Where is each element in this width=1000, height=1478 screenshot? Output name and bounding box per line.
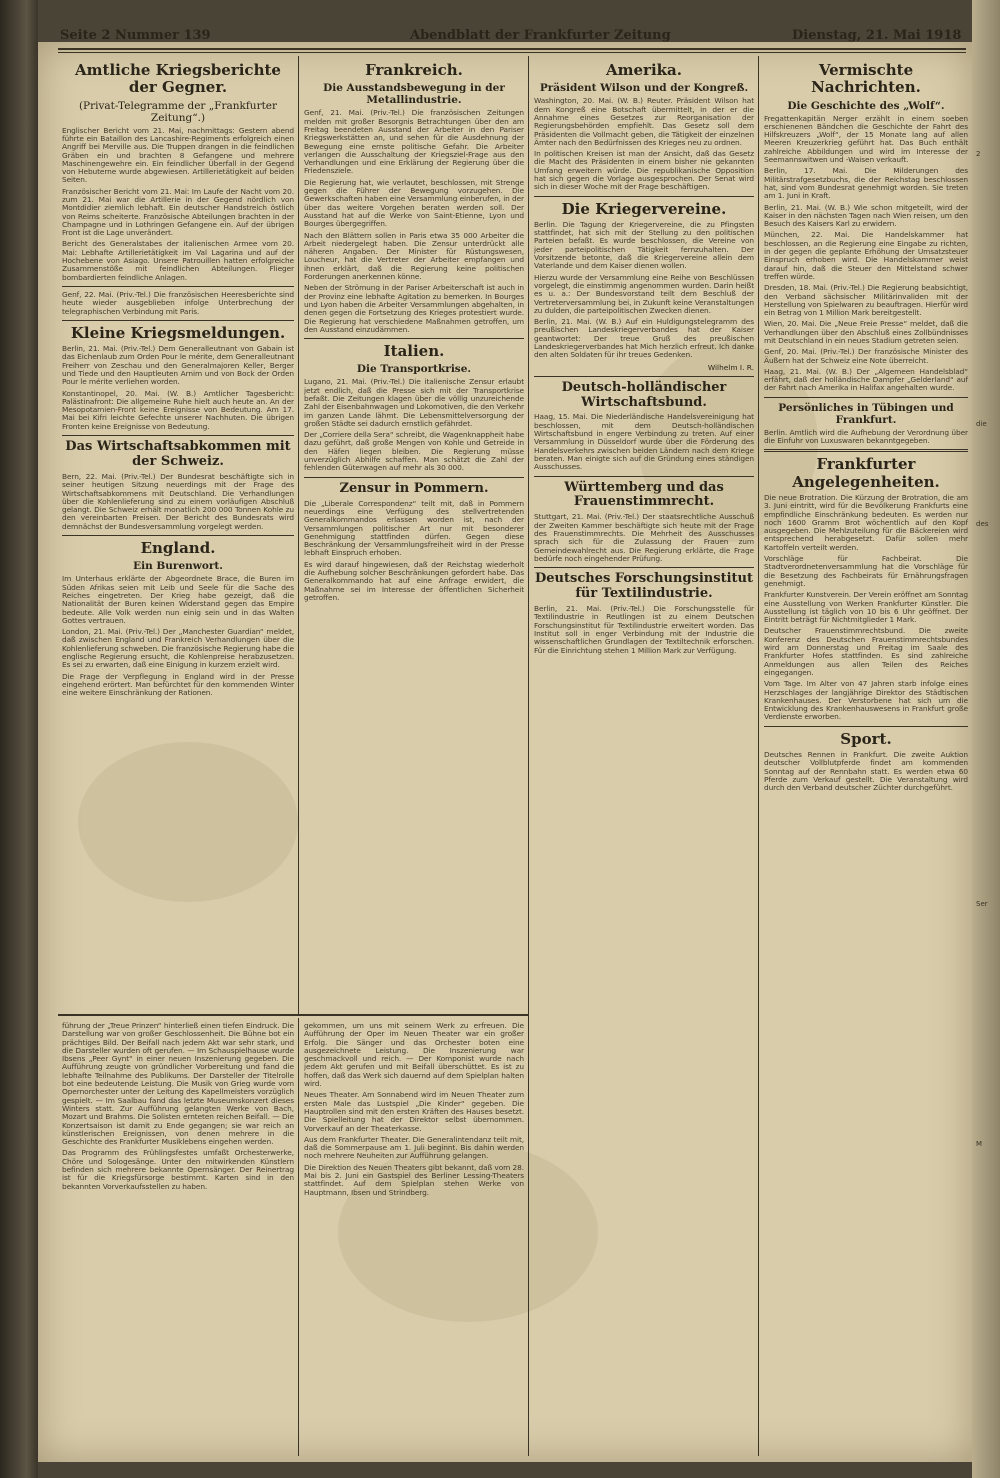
article-paragraph: Stuttgart, 21. Mai. (Priv.-Tel.) Der staatsrechtliche Ausschuß der Zweiten Kammer beschäftigte sich heute mit der Frage des Frauenstimmrechts. Die Mehrheit des Ausschusses sprach sich für die Zulassung der Frauen zum Gemeindewahlrecht aus. Die Regierung erklärte, die Frage bedürfe noch eingehender Prüfung. — [534, 512, 754, 563]
masthead-rule — [58, 52, 966, 53]
column-divider — [758, 56, 759, 1456]
column-4 — [764, 60, 968, 1450]
section-heading: Deutsches Forschungsinstitut für Textilindustrie. — [535, 571, 753, 602]
section-heading: Italien. — [383, 342, 445, 361]
feuilleton-paragraph: führung der „Treue Prinzen“ hinterließ einen tiefen Eindruck. Die Darstellung war von großer Geschlossenheit. Die Bühne bot ein prächtiges Bild. Der Beifall nach jedem Akt war sehr stark, und die Darsteller wurden oft gerufen. — Im Schauspielhause wurde Ibsens „Peer Gynt“ in einer neuen Inszenierung gegeben. Die Aufführung zeugte von gründlicher Vorbereitung und fand die lebhafte Teilnahme des Publikums. Der Darsteller der Titelrolle bot eine bedeutende Leistung. Die Musik von Grieg wurde vom Opernorchester unter der Leitung des Kapellmeisters vorzüglich gespielt. — Im Saalbau fand das letzte Museumskonzert dieses Winters statt. Zur Aufführung gelangten Werke von Bach, Mozart und Brahms. Die Solisten ernteten reichen Beifall. — Die Konzertsaison ist damit zu Ende gegangen; sie war reich an künstlerischen Ereignissen, von denen mehrere in die Geschichte des Frankfurter Musiklebens eingehen werden. — [62, 1022, 294, 1147]
article-paragraph: Englischer Bericht vom 21. Mai, nachmittags: Gestern abend führte ein Bataillon des Lancashire-Regiments erfolgreich einen Angriff bei Merville aus. Die Truppen drangen in die feindlichen Gräben ein und brachten 8 Gefangene und mehrere Maschinengewehre ein. Ein feindlicher Überfall in der Gegend von Hebuterne wurde abgewiesen. Artillerietätigkeit auf beiden Seiten. — [62, 125, 294, 185]
section-heading: Die Kriegervereine. — [561, 199, 727, 218]
divider — [304, 477, 524, 478]
divider — [534, 196, 754, 197]
section-heading: Vermischte Nachrichten. — [811, 61, 921, 97]
section-heading: Kleine Kriegsmeldungen. — [70, 323, 286, 342]
divider — [534, 567, 754, 568]
article-paragraph: In politischen Kreisen ist man der Ansicht, daß das Gesetz die Macht des Präsidenten in einem bisher nie gekannten Umfang erweitern würde. Die republikanische Opposition hat sich gegen die Vorlage ausgesprochen. Der Senat wird sich in dieser Woche mit der Frage beschäftigen. — [534, 149, 754, 192]
column-divider — [528, 56, 529, 1456]
article-paragraph: Bern, 22. Mai. (Priv.-Tel.) Der Bundesrat beschäftigte sich in seiner heutigen Sitzung neuerdings mit der Frage des Wirtschaftsabkommens mit Deutschland. Die Verhandlungen über die Kohlenlieferung sind zu einem vorläufigen Abschluß gelangt. Die Schweiz erhält monatlich 200 000 Tonnen Kohle zu den vereinbarten Preisen. Der Bericht des Bundesrats wird demnächst der Bundesversammlung vorgelegt werden. — [62, 471, 294, 531]
column-3 — [534, 60, 754, 1450]
article-paragraph: Frankfurter Kunstverein. Der Verein eröffnet am Sonntag eine Ausstellung von Werken Frankfurter Künstler. Die Ausstellung ist täglich von 10 bis 6 Uhr geöffnet. Der Eintritt beträgt für Nichtmitglieder 1 Mark. — [764, 590, 968, 625]
article-paragraph: Fregattenkapitän Nerger erzählt in einem soeben erschienenen Bändchen die Geschichte der Fahrt des Hilfskreuzers „Wolf“, der 15 Monate lang auf allen Meeren Kreuzerkrieg geführt hat. Das Buch enthält zahlreiche Abbildungen und wird im Interesse der Seemannswitwen und -Waisen verkauft. — [764, 113, 968, 165]
article-paragraph: Haag, 15. Mai. Die Niederländische Handelsvereinigung hat beschlossen, mit dem Deutsch-holländischen Wirtschaftsbund in engere Verbindung zu treten. Auf einer Versammlung in Düsseldorf wurde über die Förderung des Handelsverkehrs zwischen beiden Ländern nach dem Kriege beraten. Man einigte sich auf die Gründung eines ständigen Ausschusses. — [534, 412, 754, 472]
section-heading: England. — [140, 539, 216, 558]
edge-fragment: die — [976, 420, 987, 428]
divider — [62, 535, 294, 536]
section-subheading: Ein Burenwort. — [133, 560, 223, 573]
article-paragraph: Berlin, 21. Mai. (W. B.) Wie schon mitgeteilt, wird der Kaiser in den nächsten Tagen nach Wien reisen, um den Besuch des Kaisers Karl zu erwidern. — [764, 202, 968, 229]
section-heading: Zensur in Pommern. — [339, 480, 489, 496]
section-subheading: Die Transportkrise. — [356, 363, 472, 376]
divider — [62, 435, 294, 436]
feuilleton-paragraph: Neues Theater. Am Sonnabend wird im Neuen Theater zum ersten Male das Lustspiel „Die Kinder“ gegeben. Die Hauptrollen sind mit den ersten Kräften des Hauses besetzt. Die Spielleitung hat der Direktor selbst übernommen. Vorverkauf an der Theaterkasse. — [304, 1090, 524, 1133]
article-paragraph: Genf, 21. Mai. (Priv.-Tel.) Die französischen Zeitungen melden mit großer Besorgnis Betrachtungen über den am Freitag beendeten Ausstand der Arbeiter in den Pariser Kriegswerkstätten an, und sehen für die Ausdehnung der Bewegung eine ernste politische Gefahr. Die Arbeiter verlangen die Ausschaltung der Kriegsziel-Frage aus den Verhandlungen und eine Erklärung der Regierung über die Friedensziele. — [304, 108, 524, 176]
article-paragraph: Hierzu wurde der Versammlung eine Reihe von Beschlüssen vorgelegt, die einstimmig angenommen wurden. Darin heißt es u. a.: Der Bundesvorstand teilt dem Beschluß der Vertreterversammlung bei, in Zukunft keine Veranstaltungen zu dulden, die parteipolitischen Zwecken dienen. — [534, 272, 754, 315]
feuilleton-left — [62, 1022, 294, 1452]
feuilleton-center — [304, 1022, 524, 1452]
section-heading: Frankfurter Angelegenheiten. — [792, 455, 940, 491]
issue-date: Dienstag, 21. Mai 1918 — [792, 28, 962, 43]
section-subheading: Präsident Wilson und der Kongreß. — [539, 82, 749, 95]
feuilleton-paragraph: gekommen, um uns mit seinem Werk zu erfreuen. Die Aufführung der Oper im Neuen Theater war ein großer Erfolg. Die Sänger und das Orchester boten eine ausgezeichnete Leistung. Die Inszenierung war geschmackvoll und reich. — Der Komponist wurde nach jedem Akt gerufen und mit Beifall überschüttet. Es ist zu hoffen, daß das Werk sich dauernd auf dem Spielplan halten wird. — [304, 1022, 524, 1089]
article-paragraph: Im Unterhaus erklärte der Abgeordnete Brace, die Buren im Süden Afrikas seien mit Leib und Seele für die Sache des Reiches eingetreten. Der Krieg habe gezeigt, daß die Nationalität der Buren keinen Widerstand gegen das Empire bedeute. Alle Volk werden nun einig sein und in das Walten Gottes vertrauen. — [62, 574, 294, 625]
article-paragraph: Die Frage der Verpflegung in England wird in der Presse eingehend erörtert. Man befürchtet für den kommenden Winter eine weitere Einschränkung der Rationen. — [62, 671, 294, 698]
article-paragraph: Genf, 20. Mai. (Priv.-Tel.) Der französische Minister des Äußern hat der Schweiz eine Note überreicht. — [764, 347, 968, 365]
column-divider — [298, 1018, 299, 1456]
column-1 — [62, 60, 294, 1010]
section-heading: Sport. — [840, 729, 892, 748]
section-heading: Deutsch-holländischer Wirtschaftsbund. — [561, 379, 727, 410]
section-heading: Württemberg und das Frauenstimmrecht. — [564, 479, 724, 510]
section-heading: Das Wirtschaftsabkommen mit der Schweiz. — [65, 439, 291, 470]
article-paragraph: Dresden, 18. Mai. (Priv.-Tel.) Die Regierung beabsichtigt, den Verband sächsischer Militärinvaliden mit der Herstellung von Spielwaren zu beauftragen. Hierfür wird ein Betrag von 1 Million Mark bereitgestellt. — [764, 283, 968, 318]
divider — [764, 726, 968, 727]
article-paragraph: Vom Tage. Im Alter von 47 Jahren starb infolge eines Herzschlages der langjährige Direktor des Städtischen Krankenhauses. Der Verstorbene hat sich um die Entwicklung des Krankenhauswesens in Frankfurt große Verdienste erworben. — [764, 679, 968, 722]
article-paragraph: Französischer Bericht vom 21. Mai: Im Laufe der Nacht vom 20. zum 21. Mai war die Artillerie in der Gegend nördlich von Montdidier ziemlich lebhaft. Ein deutscher Handstreich östlich von Reims scheiterte. Französische Abteilungen brachten in der Champagne und in Lothringen Gefangene ein. Auf der übrigen Front ist die Lage unverändert. — [62, 186, 294, 238]
column-divider — [298, 56, 299, 1014]
article-paragraph: München, 22. Mai. Die Handelskammer hat beschlossen, an die Regierung eine Eingabe zu richten, in der gegen die geplante Erhöhung der Umsatzsteuer Einspruch erhoben wird. Die Handelskammer weist darauf hin, daß die Steuer den Mittelstand schwer treffen würde. — [764, 230, 968, 281]
article-paragraph: Bericht des Generalstabes der italienischen Armee vom 20. Mai: Lebhafte Artillerietätigkeit im Val Lagarina und auf der Hochebene von Asiago. Unsere Patrouillen hatten erfolgreiche Zusammenstöße mit feindlichen Abteilungen. Flieger bombardierten feindliche Anlagen. — [62, 239, 294, 282]
divider — [764, 397, 968, 398]
section-subheading: (Privat-Telegramme der „Frankfurter Zeitung“.) — [78, 99, 278, 124]
article-paragraph: Haag, 21. Mai. (W. B.) Der „Algemeen Handelsblad“ erfährt, daß der holländische Dampfer „Gelderland“ auf der Fahrt nach Amerika in Halifax angehalten wurde. — [764, 366, 968, 393]
article-paragraph: Berlin, 21. Mai. (W. B.) Auf ein Huldigungstelegramm des preußischen Landeskriegerverbandes hat der Kaiser geantwortet: Der treue Gruß des preußischen Landeskriegerverbandes hat Mich herzlich erfreut. Ich danke den alten Soldaten für ihr treues Gedenken. — [534, 317, 754, 360]
article-paragraph: Lugano, 21. Mai. (Priv.-Tel.) Die italienische Zensur erlaubt jetzt endlich, daß die Presse sich mit der Transportkrise befaßt. Die Zeitungen klagen über die völlig unzureichende Zahl der Eisenbahnwagen und Lokomotiven, die den Verkehr im ganzen Lande lähmt. Die Lebensmittelversorgung der großen Städte sei dadurch ernstlich gefährdet. — [304, 377, 524, 428]
edge-fragment: M — [976, 1140, 983, 1148]
newspaper-title: Abendblatt der Frankfurter Zeitung — [410, 28, 671, 43]
section-heading: Frankreich. — [365, 61, 463, 79]
divider — [534, 376, 754, 377]
book-binding — [0, 0, 38, 1478]
article-paragraph: Berlin, 21. Mai. (Priv.-Tel.) Die Forschungsstelle für Textilindustrie in Reutlingen ist zu einem Deutschen Forschungsinstitut für Textilindustrie erweitert worden. Das Institut soll in enger Verbindung mit der Industrie die wissenschaftlichen Grundlagen der Textiltechnik erforschen. Für die Einrichtung stehen 1 Million Mark zur Verfügung. — [534, 604, 754, 655]
article-paragraph: Konstantinopel, 20. Mai. (W. B.) Amtlicher Tagesbericht: Palästinafront: Die allgemeine Ruhe hielt auch heute an. An der Mesopotamien-Front keine Ereignisse von Bedeutung. Am 17. Mai bei Kifri leichte Gefechte unserer Nachhuten. Die übrigen Fronten keine Ereignisse von Bedeutung. — [62, 388, 294, 431]
article-paragraph: Washington, 20. Mai. (W. B.) Reuter. Präsident Wilson hat dem Kongreß eine Botschaft übermittelt, in der er die Annahme eines Gesetzes zur Reorganisation der Regierungsbehörden empfiehlt. Das Gesetz soll dem Präsidenten die Vollmacht geben, die Tätigkeit der einzelnen Ämter nach den Bedürfnissen des Krieges neu zu ordnen. — [534, 96, 754, 147]
masthead-rule — [58, 48, 966, 50]
article-paragraph: London, 21. Mai. (Priv.-Tel.) Der „Manchester Guardian“ meldet, daß zwischen England und Frankreich Verhandlungen über die Kohlenlieferung schweben. Die französische Regierung habe die englische Regierung ersucht, die Kohlenpreise herabzusetzen. Es sei zu erwarten, daß eine Einigung in kurzem erzielt wird. — [62, 627, 294, 670]
adjacent-page-edge — [972, 0, 1000, 1478]
signature: Wilhelm I. R. — [707, 362, 754, 372]
article-paragraph: Die „Liberale Correspondenz“ teilt mit, daß in Pommern neuerdings eine Verfügung des stellvertretenden Generalkommandos erlassen worden ist, nach der Versammlungen politischer Art nur mit besonderer Genehmigung stattfinden dürfen. Gegen diese Beschränkung der Versammlungsfreiheit wird in der Presse lebhaft Einspruch erhoben. — [304, 498, 524, 558]
section-heading: Amtliche Kriegsberichte der Gegner. — [75, 61, 281, 97]
feuilleton-rule — [58, 1014, 528, 1016]
article-paragraph: Es wird darauf hingewiesen, daß der Reichstag wiederholt die Aufhebung solcher Beschränkungen gefordert habe. Das Generalkommando hat auf eine Anfrage erwidert, die Maßnahme sei im Interesse der öffentlichen Sicherheit getroffen. — [304, 559, 524, 602]
article-paragraph: Berlin. Die Tagung der Kriegervereine, die zu Pfingsten stattfindet, hat sich mit der Stellung zu den politischen Parteien befaßt. Es wurde beschlossen, die Vereine von jeder parteipolitischen Tätigkeit fernzuhalten. Der Vorsitzende betonte, daß die Kriegervereine allein dem Vaterlande und dem Kaiser dienen wollen. — [534, 219, 754, 271]
section-subheading: Die Geschichte des „Wolf“. — [787, 99, 945, 112]
feuilleton-paragraph: Aus dem Frankfurter Theater. Die Generalintendanz teilt mit, daß die Sommerpause am 1. Juli beginnt. Bis dahin werden noch mehrere Neuheiten zur Aufführung gelangen. — [304, 1134, 524, 1161]
divider — [304, 338, 524, 339]
article-paragraph: Deutsches Rennen in Frankfurt. Die zweite Auktion deutscher Vollblutpferde findet am kommenden Sonntag auf der Rennbahn statt. Es werden etwa 60 Pferde zum Verkauf gestellt. Die Veranstaltung wird durch den Verband deutscher Züchter durchgeführt. — [764, 749, 968, 793]
article-paragraph: Vorschläge für Fachbeirat. Die Stadtverordnetenversammlung hat die Vorschläge für die Besetzung des Fachbeirats für Ernährungsfragen genehmigt. — [764, 554, 968, 588]
column-2 — [304, 60, 524, 1010]
article-paragraph: Der „Corriere della Sera“ schreibt, die Wagenknappheit habe dazu geführt, daß große Mengen von Kohle und Getreide in den Häfen liegen bleiben. Die Regierung müsse unverzüglich Abhilfe schaffen. Man schätzt die Zahl der fehlenden Güterwagen auf mehr als 30 000. — [304, 430, 524, 473]
section-heading: Persönliches in Tübingen und Frankfurt. — [778, 401, 954, 426]
article-paragraph: Die Regierung hat, wie verlautet, beschlossen, mit Strenge gegen die Führer der Bewegung vorzugehen. Die Gewerkschaften haben eine Versammlung einberufen, in der über das weitere Vorgehen beraten werden soll. Der Ausstand hat auf die Werke von Saint-Etienne, Lyon und Bourges übergegriffen. — [304, 177, 524, 229]
divider — [62, 286, 294, 287]
edge-fragment: 2 — [976, 150, 981, 158]
article-paragraph: Genf, 22. Mai. (Priv.-Tel.) Die französischen Heeresberichte sind heute wieder ausgeblieben infolge Unterbrechung der telegraphischen Verbindung mit Paris. — [62, 289, 294, 316]
divider — [62, 320, 294, 321]
article-paragraph: Wien, 20. Mai. Die „Neue Freie Presse“ meldet, daß die Verhandlungen über den Abschluß eines Zollbündnisses mit Deutschland in ein neues Stadium getreten seien. — [764, 319, 968, 345]
section-subheading: Die Ausstandsbewegung in der Metallindustrie. — [323, 82, 505, 107]
article-paragraph: Berlin, 21. Mai. (Priv.-Tel.) Dem Generalleutnant von Gabain ist das Eichenlaub zum Orden Pour le mérite, dem Generalleutnant Freiherr von Zeschau und den Generalmajoren Keller, Berger und Tiede und den Hauptleuten Arnim und von Bock der Orden Pour le mérite verliehen worden. — [62, 344, 294, 387]
article-paragraph: Nach den Blättern sollen in Paris etwa 35 000 Arbeiter die Arbeit niedergelegt haben. Die Zensur unterdrückt alle näheren Angaben. Der Minister für Rüstungswesen, Loucheur, hat die Vertreter der Arbeiter empfangen und ihnen erklärt, daß die Regierung keine politischen Forderungen anerkennen könne. — [304, 230, 524, 282]
feuilleton-paragraph: Die Direktion des Neuen Theaters gibt bekannt, daß vom 28. Mai bis 2. Juni ein Gastspiel des Berliner Lessing-Theaters stattfindet. Auf dem Spielplan stehen Werke von Hauptmann, Ibsen und Strindberg. — [304, 1162, 524, 1197]
feuilleton-paragraph: Das Programm des Frühlingsfestes umfaßt Orchesterwerke, Chöre und Sologesänge. Unter den mitwirkenden Künstlern befinden sich mehrere bekannte Opernsänger. Der Reinertrag ist für die Kriegsfürsorge bestimmt. Karten sind in den bekannten Vorverkaufsstellen zu haben. — [62, 1148, 294, 1191]
section-heading: Amerika. — [606, 61, 682, 79]
article-paragraph: Deutscher Frauenstimmrechtsbund. Die zweite Konferenz des Deutschen Frauenstimmrechtsbundes wird am Donnerstag und Freitag im Saale des Frankfurter Hofes stattfinden. Es sind zahlreiche Anmeldungen aus allen Teilen des Reiches eingegangen. — [764, 626, 968, 677]
edge-fragment: Ser — [976, 900, 988, 908]
divider — [534, 476, 754, 477]
divider — [764, 449, 968, 452]
page-number: Seite 2 Nummer 139 — [60, 28, 211, 43]
article-paragraph: Neben der Strömung in der Pariser Arbeiterschaft ist auch in der Provinz eine lebhafte Agitation zu bemerken. In Bourges und Lyon haben die Arbeiter Versammlungen abgehalten, in denen gegen die Fortsetzung des Krieges protestiert wurde. Die Regierung hat verschiedene Maßnahmen getroffen, um den Ausstand einzudämmen. — [304, 283, 524, 334]
article-paragraph: Berlin. Amtlich wird die Aufhebung der Verordnung über die Einfuhr von Luxuswaren bekanntgegeben. — [764, 427, 968, 446]
article-paragraph: Die neue Brotration. Die Kürzung der Brotration, die am 3. Juni eintritt, wird für die Bevölkerung Frankfurts eine empfindliche Einschränkung bedeuten. Es werden nur noch 1600 Gramm Brot wöchentlich auf den Kopf ausgegeben. Die Mehlzuteilung für die Bäckereien wird entsprechend herabgesetzt. Dafür sollen mehr Kartoffeln verteilt werden. — [764, 492, 968, 552]
edge-fragment: des — [976, 520, 989, 528]
article-paragraph: Berlin, 17. Mai. Die Milderungen des Militärstrafgesetzbuchs, die der Reichstag beschlossen hat, sind vom Bundesrat genehmigt worden. Sie treten am 1. Juni in Kraft. — [764, 166, 968, 201]
